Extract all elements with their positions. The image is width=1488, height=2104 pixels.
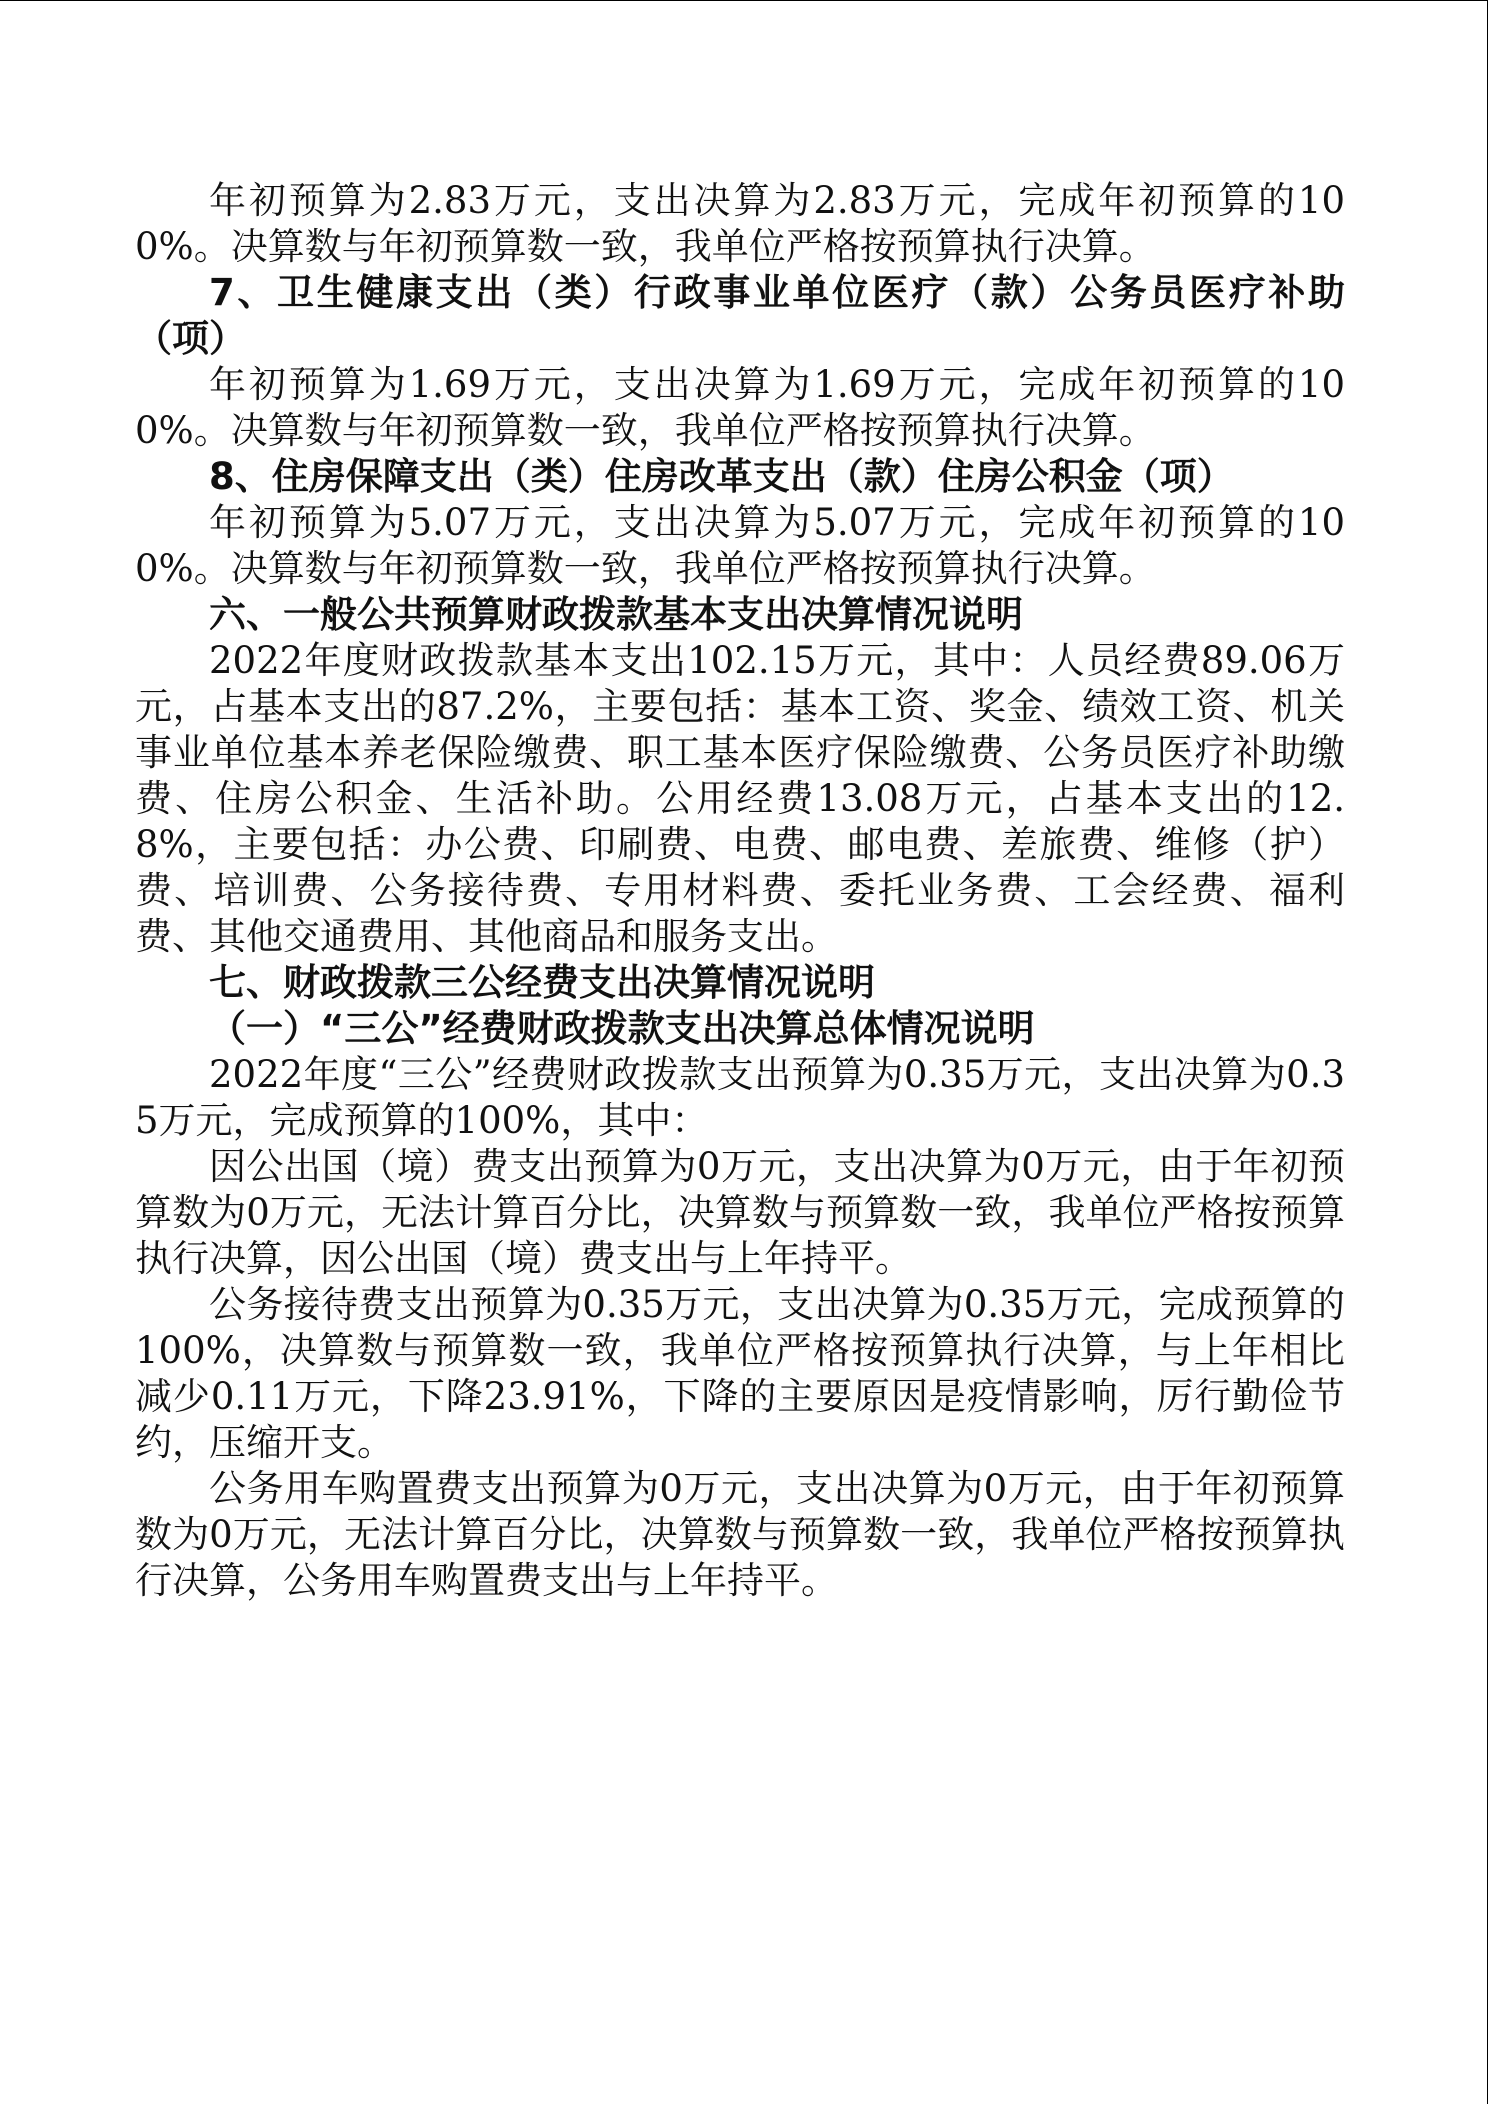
heading-section-7: 七、财政拨款三公经费支出决算情况说明 bbox=[209, 961, 875, 1004]
paragraph-budget-2-83: 年初预算为2.83万元，支出决算为2.83万元，完成年初预算的100%。决算数与年初预算数一致，我单位严格按预算执行决算。 bbox=[135, 179, 1345, 268]
paragraph-overseas-travel: 因公出国（境）费支出预算为0万元，支出决算为0万元，由于年初预算数为0万元，无法计算百分比，决算数与预算数一致，我单位严格按预算执行决算，因公出国（境）费支出与上年持平。 bbox=[135, 1145, 1345, 1280]
paragraph-budget-5-07: 年初预算为5.07万元，支出决算为5.07万元，完成年初预算的100%。决算数与年初预算数一致，我单位严格按预算执行决算。 bbox=[135, 501, 1345, 590]
heading-section-6: 六、一般公共预算财政拨款基本支出决算情况说明 bbox=[209, 593, 1023, 636]
paragraph-three-public-total: 2022年度“三公”经费财政拨款支出预算为0.35万元，支出决算为0.35万元，完成预算的100%，其中： bbox=[135, 1053, 1345, 1142]
document-body bbox=[135, 178, 1345, 1604]
heading-subsection-1: （一）“三公”经费财政拨款支出决算总体情况说明 bbox=[209, 1007, 1035, 1050]
paragraph-basic-expenditure: 2022年度财政拨款基本支出102.15万元，其中：人员经费89.06万元，占基本支出的87.2%，主要包括：基本工资、奖金、绩效工资、机关事业单位基本养老保险缴费、职工基本医疗保险缴费、公务员医疗补助缴费、住房公积金、生活补助。公用经费13.08万元，占基本支出的12.8%，主要包括：办公费、印刷费、电费、邮电费、差旅费、维修（护）费、培训费、公务接待费、专用材料费、委托业务费、工会经费、福利费、其他交通费用、其他商品和服务支出。 bbox=[135, 639, 1345, 958]
heading-item-7: 7、卫生健康支出（类）行政事业单位医疗（款）公务员医疗补助（项） bbox=[135, 271, 1345, 360]
heading-item-8: 8、住房保障支出（类）住房改革支出（款）住房公积金（项） bbox=[209, 455, 1234, 498]
paragraph-budget-1-69: 年初预算为1.69万元，支出决算为1.69万元，完成年初预算的100%。决算数与年初预算数一致，我单位严格按预算执行决算。 bbox=[135, 363, 1345, 452]
paragraph-reception: 公务接待费支出预算为0.35万元，支出决算为0.35万元，完成预算的100%，决算数与预算数一致，我单位严格按预算执行决算，与上年相比减少0.11万元，下降23.91%，下降的主要原因是疫情影响，厉行勤俭节约，压缩开支。 bbox=[135, 1283, 1345, 1464]
paragraph-vehicle-purchase: 公务用车购置费支出预算为0万元，支出决算为0万元，由于年初预算数为0万元，无法计算百分比，决算数与预算数一致，我单位严格按预算执行决算，公务用车购置费支出与上年持平。 bbox=[135, 1467, 1345, 1602]
